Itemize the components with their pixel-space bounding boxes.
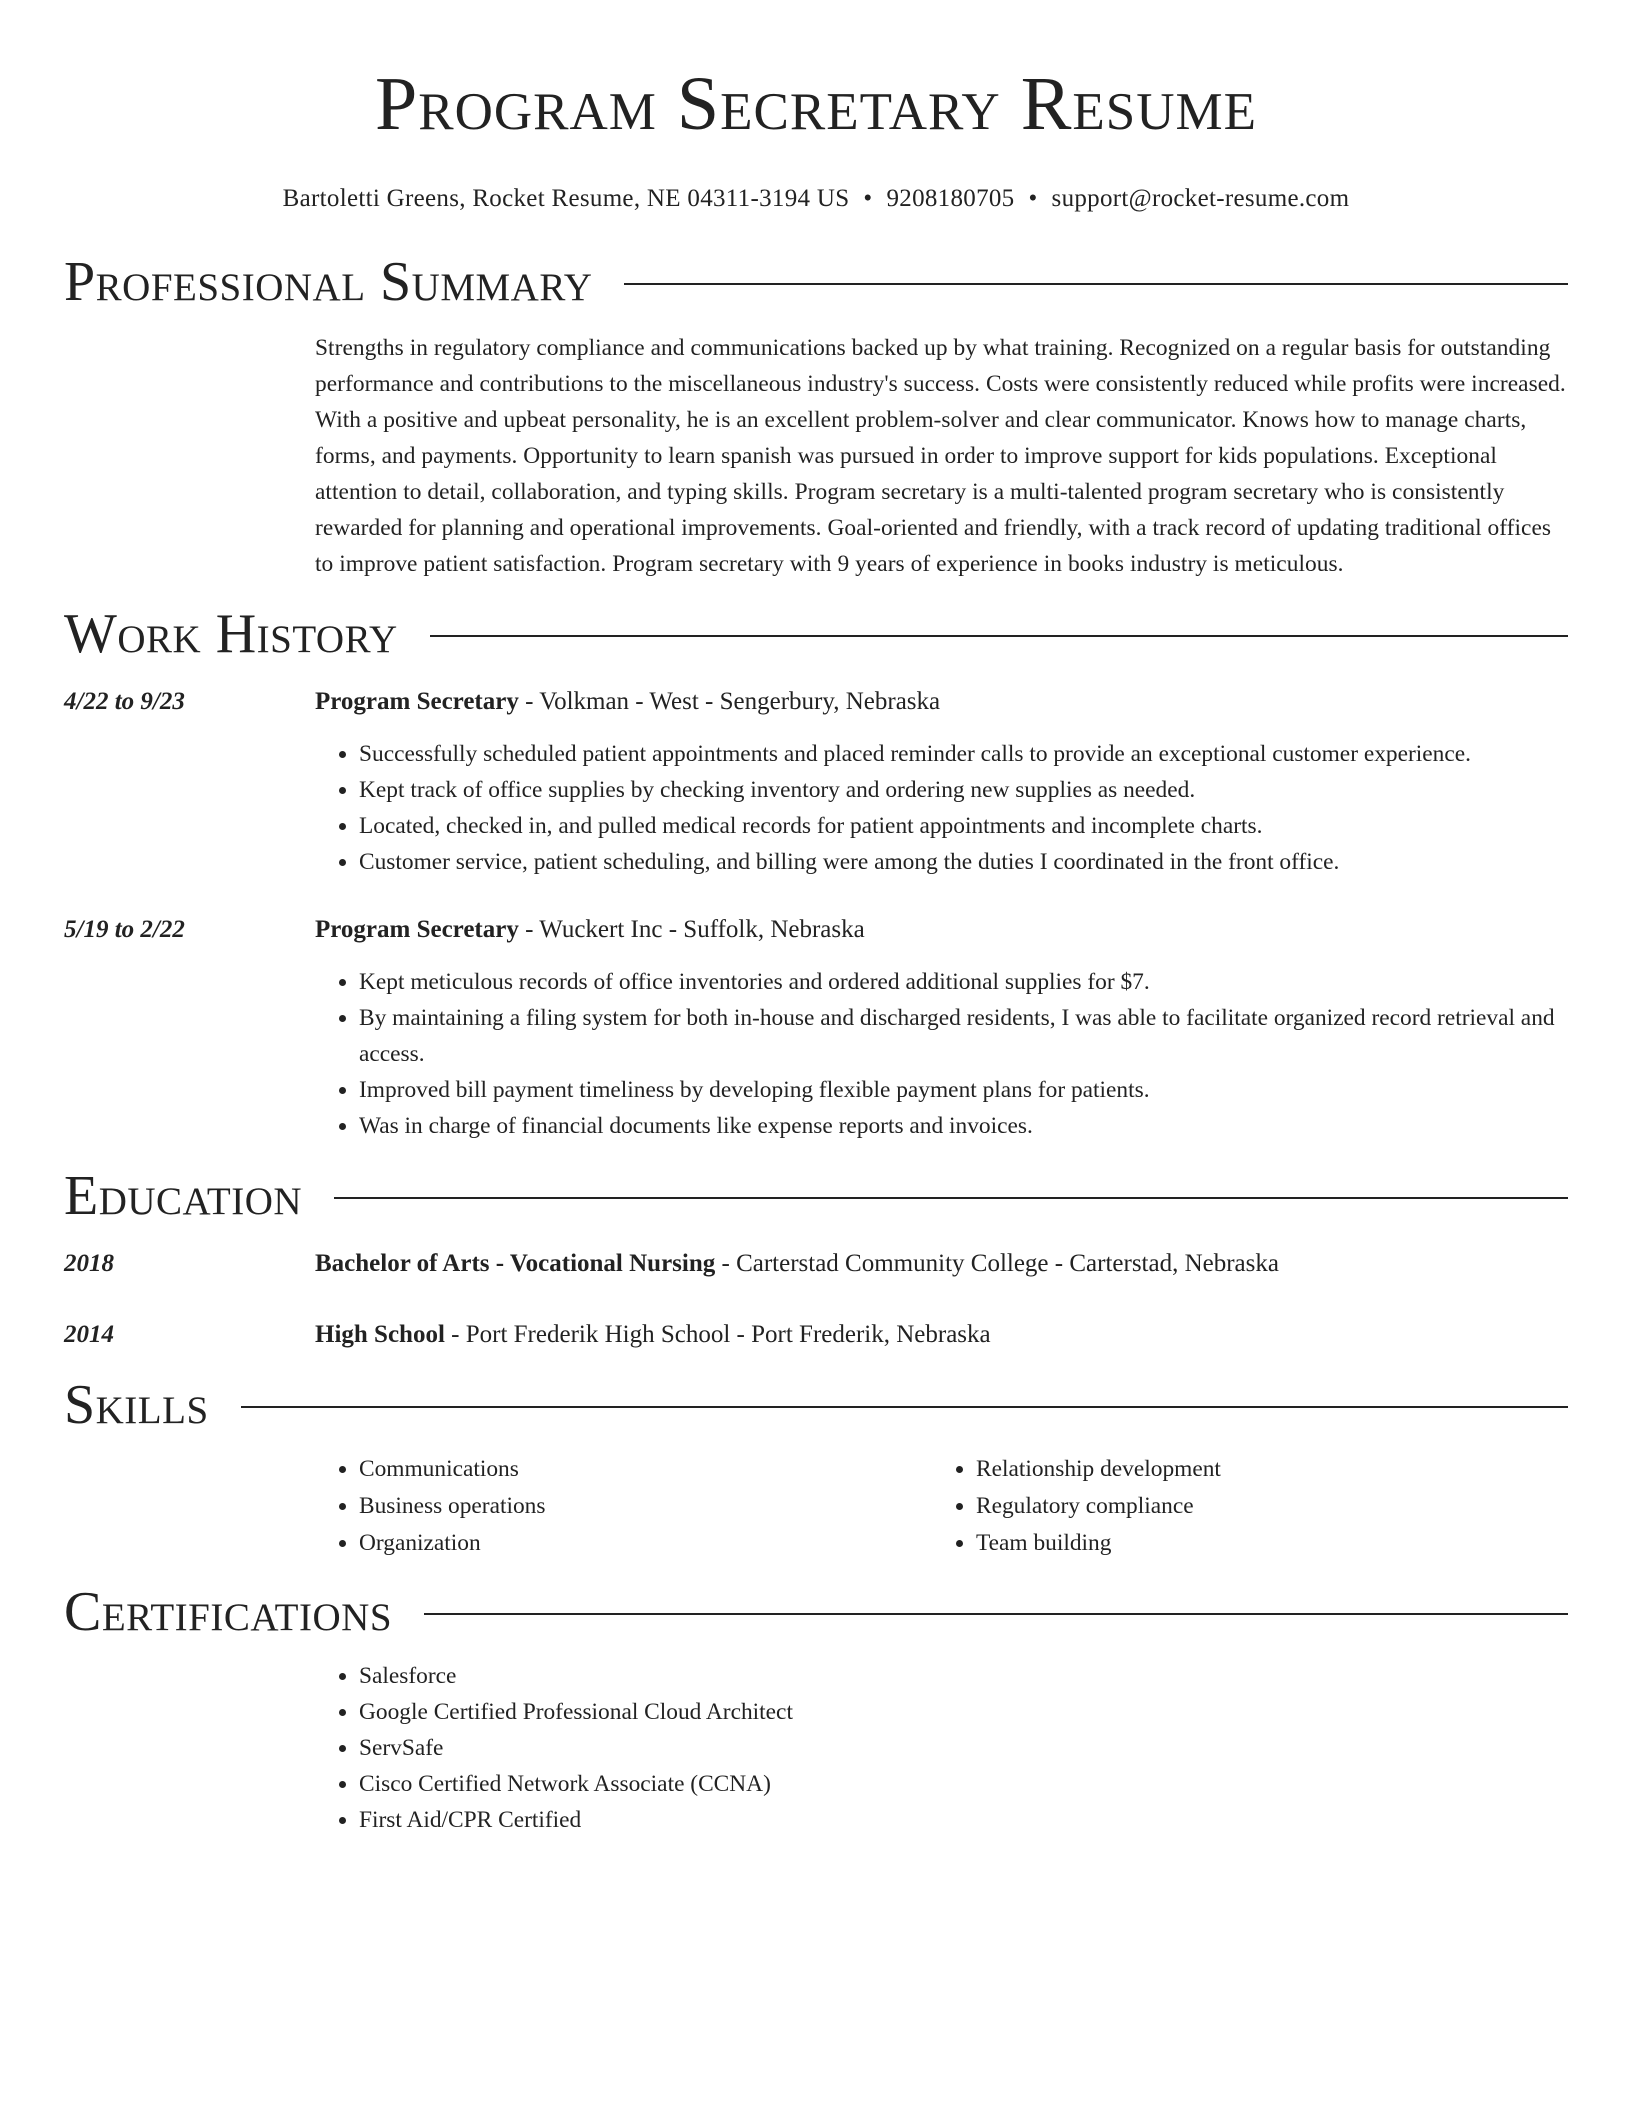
list-item: • Successfully scheduled patient appointments and placed reminder calls to provide an exceptional customer experience. [359,736,1568,772]
section-divider [424,1613,1568,1615]
education-entry [64,1246,1568,1282]
skill-item: • Organization [359,1525,932,1562]
section-divider [334,1197,1568,1199]
list-item: • Customer service, patient scheduling, and billing were among the duties I coordinated in the front office. [359,844,1568,880]
education-school: - Carterstad Community College - Carterstad, Nebraska [715,1250,1279,1277]
skills-grid [315,1451,1568,1562]
section-divider [430,635,1568,637]
education-degree: Bachelor of Arts - Vocational Nursing [315,1250,716,1277]
job-entry [64,912,1568,1144]
job-bullets [315,964,1568,1144]
certification-item: • Cisco Certified Network Associate (CCNA) [359,1766,1568,1802]
summary-text: Strengths in regulatory compliance and communications backed up by what training. Recognized on a regular basis for outstanding performance and contributions to the miscellaneous industry's success. Costs were consistently reduced while profits were increased. With a positive and upbeat personality, he is an excellent problem-solver and clear communicator. Knows how to manage charts, forms, and payments. Opportunity to learn spanish was pursued in order to improve support for kids populations. Exceptional attention to detail, collaboration, and typing skills. Program secretary is a multi-talented program secretary who is consistently rewarded for planning and operational improvements. Goal-oriented and friendly, with a track record of updating traditional offices to improve patient satisfaction. Program secretary with 9 years of experience in books industry is meticulous. [315,335,1566,577]
contact-separator: • [863,185,873,212]
certifications-body [315,1658,1568,1838]
education-year: 2018 [64,1250,114,1277]
education-degree: High School [315,1321,445,1348]
section-divider [624,283,1568,285]
section-divider [241,1406,1568,1408]
contact-phone: 9208180705 [886,185,1015,212]
skills-list [932,1451,1549,1562]
section-title: Education [64,1165,303,1227]
skills-header [64,1373,1568,1437]
list-item: • Was in charge of financial documents like expense reports and invoices. [359,1108,1568,1144]
section-title: Certifications [64,1581,393,1643]
certifications-section [64,1580,1568,1838]
skill-item: • Team building [976,1525,1549,1562]
job-dates: 5/19 to 2/22 [64,916,185,943]
education-heading [315,1246,1568,1282]
resume-title: Program Secretary Resume [374,62,1258,146]
skills-list [315,1451,932,1562]
education-main [315,1246,1568,1282]
job-main [315,684,1568,880]
education-header [64,1164,1568,1228]
education-year: 2014 [64,1321,114,1348]
job-title: Program Secretary [315,688,519,715]
certification-item: • ServSafe [359,1730,1568,1766]
education-section [64,1164,1568,1353]
certification-item: • Google Certified Professional Cloud Architect [359,1694,1568,1730]
skill-item: • Regulatory compliance [976,1488,1549,1525]
contact-address: Bartoletti Greens, Rocket Resume, NE 04311-3194 US [282,185,850,212]
certifications-header [64,1580,1568,1644]
skill-item: • Business operations [359,1488,932,1525]
skills-body [315,1451,1568,1562]
education-main [315,1317,1568,1353]
education-school: - Port Frederik High School - Port Frederik, Nebraska [444,1321,991,1348]
list-item: • Improved bill payment timeliness by developing flexible payment plans for patients. [359,1072,1568,1108]
skill-item: • Relationship development [976,1451,1549,1488]
job-employer: - Wuckert Inc - Suffolk, Nebraska [518,916,865,943]
certification-item: • First Aid/CPR Certified [359,1802,1568,1838]
list-item: • Kept meticulous records of office inventories and ordered additional supplies for $7. [359,964,1568,1000]
job-bullets [315,736,1568,880]
work-history-section [64,602,1568,1144]
section-title: Skills [64,1374,209,1436]
job-title: Program Secretary [315,916,519,943]
contact-separator: • [1028,185,1038,212]
summary-header [64,250,1568,314]
contact-line [64,182,1568,216]
job-main [315,912,1568,1144]
contact-email: support@rocket-resume.com [1051,185,1350,212]
list-item: • By maintaining a filing system for both in-house and discharged residents, I was able to facilitate organized record retrieval and access. [359,1000,1568,1072]
summary-body [315,330,1568,582]
list-item: • Located, checked in, and pulled medical records for patient appointments and incomplete charts. [359,808,1568,844]
job-heading [315,912,1568,948]
education-heading [315,1317,1568,1353]
skills-section [64,1373,1568,1562]
certification-item: • Salesforce [359,1658,1568,1694]
section-title: Work History [64,603,398,665]
education-entry [64,1317,1568,1353]
certifications-list [315,1658,1568,1838]
job-dates: 4/22 to 9/23 [64,688,185,715]
summary-section [64,250,1568,582]
job-heading [315,684,1568,720]
skills-column-left [315,1451,932,1562]
section-title: Professional Summary [64,251,593,313]
job-employer: - Volkman - West - Sengerbury, Nebraska [518,688,941,715]
job-entry [64,684,1568,880]
skills-column-right [932,1451,1549,1562]
skill-item: • Communications [359,1451,932,1488]
list-item: • Kept track of office supplies by checking inventory and ordering new supplies as needed. [359,772,1568,808]
work-history-header [64,602,1568,666]
